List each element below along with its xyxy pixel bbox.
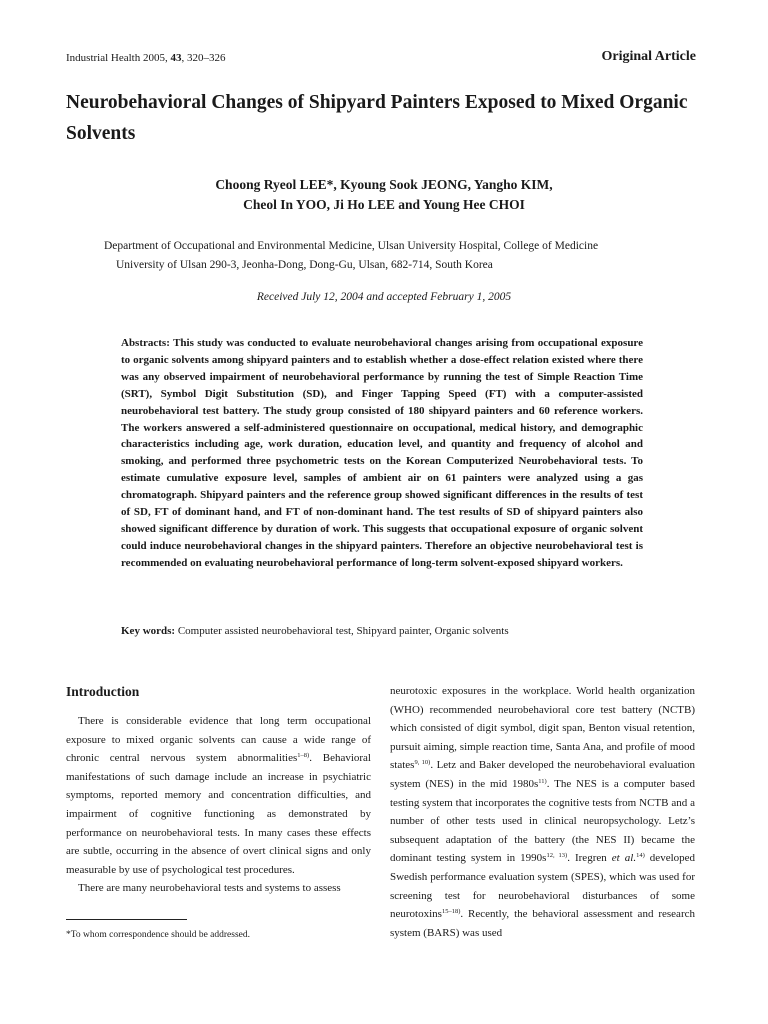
correspondence-footnote: *To whom correspondence should be addressed. xyxy=(66,930,251,940)
journal-name: Industrial Health 2005, xyxy=(66,52,171,64)
rc-text-1: neurotoxic exposures in the workplace. World health organization (WHO) recommended neurobehavioral core test battery (NCTB) which consisted of digit symbol, digit span, Benton visual retention, pursuit aiming, simple reaction time, Santa Ana, and profile of mood states xyxy=(390,685,695,772)
affiliation xyxy=(104,237,704,275)
citation-ref: 14) xyxy=(636,852,645,860)
intro-paragraph-2: There are many neurobehavioral tests and systems to assess xyxy=(78,882,341,895)
intro-p1-text-a: There is considerable evidence that long term occupational exposure to mixed organic solvents can cause a wide range of chronic central nervous system abnormalities xyxy=(66,715,371,765)
keywords-label: Key words: xyxy=(121,625,176,637)
citation-ref: 12, 13) xyxy=(546,852,568,860)
rc-text-4: . Iregren xyxy=(567,852,612,865)
author-list xyxy=(0,175,768,215)
intro-p1-text-b: . Behavioral manifestations of such damage include an increase in psychiatric symptoms, reported memory and concentration difficulties, and impairment of cognitive functioning as demonstrated by performance on neurobehavioral tests. In many cases these effects are subtle, occurring in the absence of overt clinical signs and only measurable by use of psychological test procedures. xyxy=(66,752,371,876)
rc-et-al: et al. xyxy=(611,852,637,865)
intro-paragraph-1 xyxy=(66,712,371,879)
right-column-paragraph xyxy=(390,682,695,942)
footnote-divider xyxy=(66,919,187,920)
right-column xyxy=(390,682,695,942)
received-date: Received July 12, 2004 and accepted February 1, 2005 xyxy=(256,291,512,303)
rc-text-3: . The NES is a computer based testing system that incorporates the cognitive tests from NCTB and a number of other tests used in clinical neuropsychology. Letz’s subsequent adaptation of the battery (the NES II) became the dominant testing system in 1990s xyxy=(390,777,695,865)
author-line-2: Cheol In YOO, Ji Ho LEE and Young Hee CHOI xyxy=(243,197,525,212)
citation-ref: 11) xyxy=(538,777,547,785)
rc-text-5: developed Swedish performance evaluation system (SPES), which was used for screening test for neurobehavioral disturbances of some neurotoxins xyxy=(390,852,696,921)
left-column xyxy=(66,682,371,898)
citation-ref: 1–8) xyxy=(297,752,310,760)
journal-pages: , 320–326 xyxy=(181,52,226,64)
affiliation-line-1: Department of Occupational and Environmental Medicine, Ulsan University Hospital, College of Medicine xyxy=(104,240,599,252)
article-type: Original Article xyxy=(601,49,696,64)
citation-ref: 15–18) xyxy=(441,908,461,916)
keywords-text: Computer assisted neurobehavioral test, Shipyard painter, Organic solvents xyxy=(175,625,509,637)
journal-citation xyxy=(66,52,225,64)
abstract: Abstracts: This study was conducted to evaluate neurobehavioral changes arising from occupational exposure to organic solvents among shipyard painters and to establish whether a dose-effect relation existed where there was any observed impairment of neurobehavioral performance by running the test of Simple Reaction Time (SRT), Symbol Digit Substitution (SD), and Finger Tapping Speed (FT) with a computer-assisted neurobehavioral test battery. The study group consisted of 180 shipyard painters and 60 reference workers. The workers answered a self-administered questionnaire on occupational, medical history, and demographic characteristics including age, work duration, education level, and quantity and frequency of alcohol and smoking, and performed three psychometric tests on the Korean Computerized Neurobehavioral tests. To estimate cumulative exposure level, samples of ambient air on 61 painters were analyzed using a gas chromatograph. Shipyard painters and the reference group showed significant differences in the results of test of SD, FT of dominant hand, and FT of non-dominant hand. The test results of SD of shipyard painters also showed significant difference by duration of work. This suggests that occupational exposure of organic solvent could induce neurobehavioral changes in the shipyard painters. Therefore an objective neurobehavioral test is recommended on evaluating neurobehavioral performance of long-term solvent-exposed shipyard workers. xyxy=(121,337,643,569)
citation-ref: 9, 10) xyxy=(414,759,431,767)
author-line-1: Choong Ryeol LEE*, Kyoung Sook JEONG, Yangho KIM, xyxy=(215,177,553,192)
journal-volume: 43 xyxy=(170,52,182,64)
affiliation-line-2: University of Ulsan 290-3, Jeonha-Dong, Dong-Gu, Ulsan, 682-714, South Korea xyxy=(116,259,493,271)
paper-title: Neurobehavioral Changes of Shipyard Painters Exposed to Mixed Organic Solvents xyxy=(66,92,688,144)
section-heading-introduction: Introduction xyxy=(66,684,140,699)
rc-text-6: . Recently, the behavioral assessment and research system (BARS) was used xyxy=(390,908,695,939)
rc-text-2: . Letz and Baker developed the neurobehavioral evaluation system (NES) in the mid 1980s xyxy=(390,759,695,790)
keywords xyxy=(121,625,681,637)
